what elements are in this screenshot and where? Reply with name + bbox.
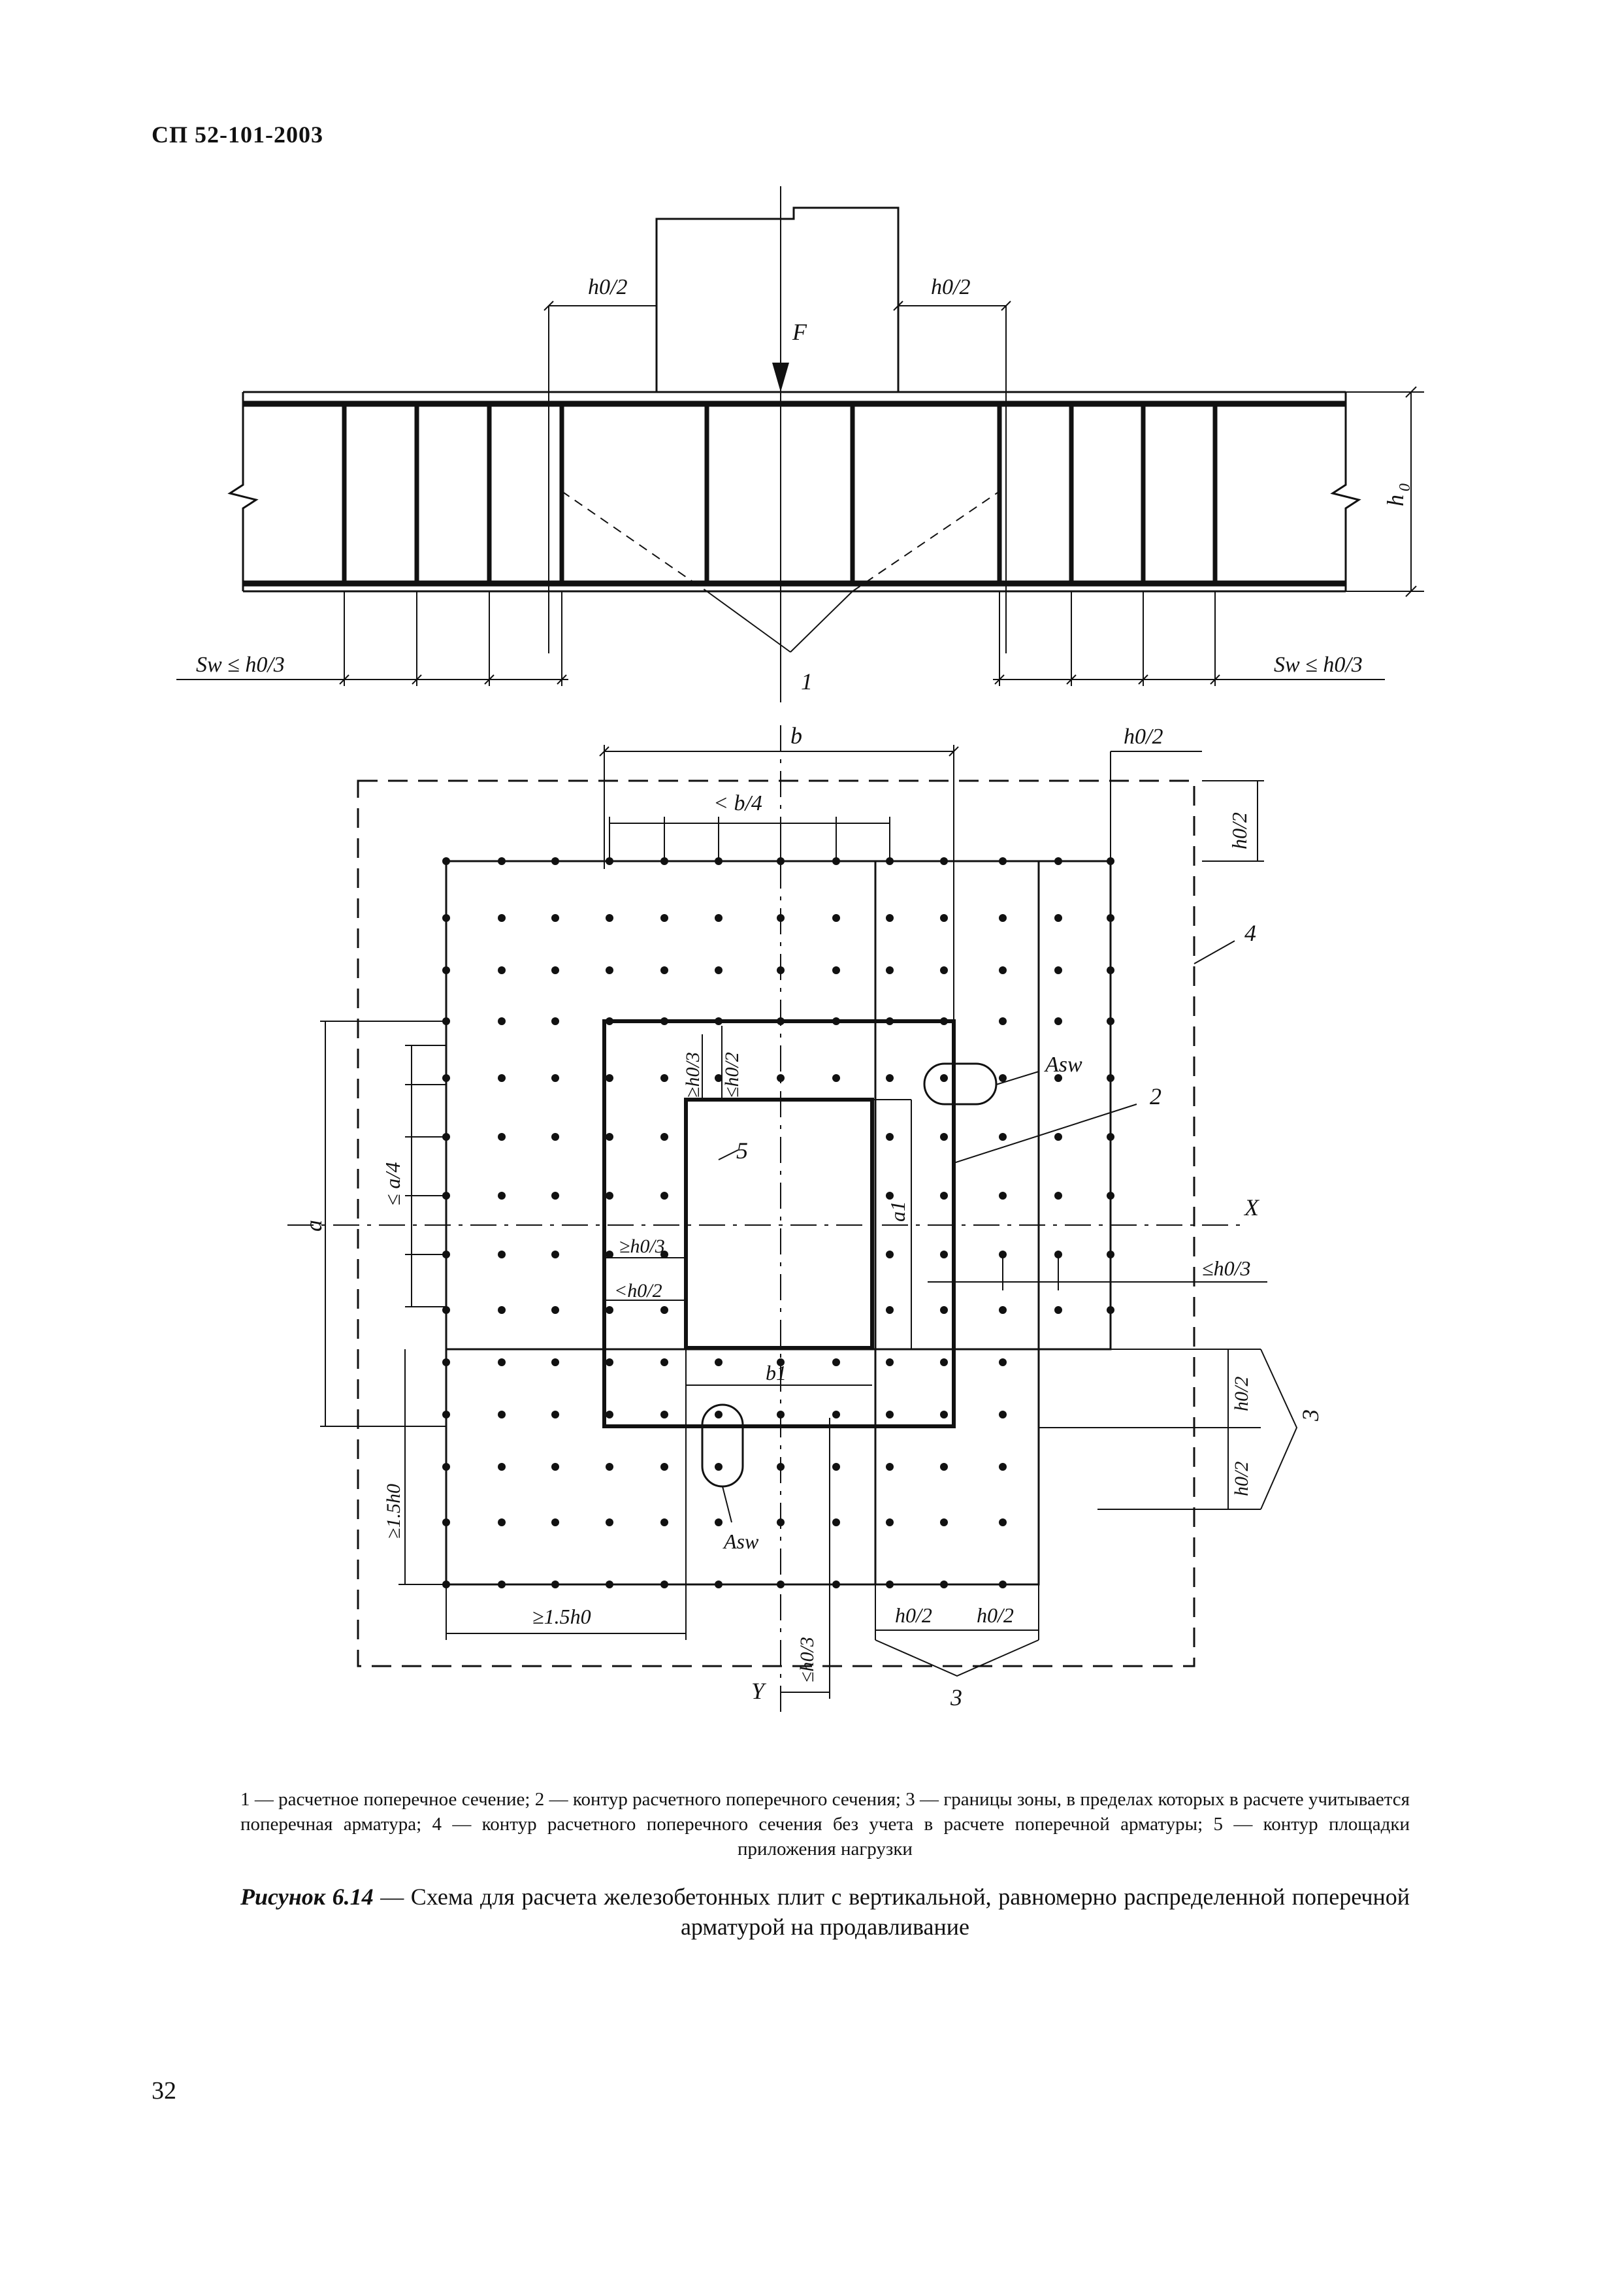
- reinforcement-point: [1054, 857, 1062, 865]
- marker-1-leader-left: [707, 591, 790, 652]
- b-label: b: [790, 723, 802, 749]
- figure-legend: 1 — расчетное поперечное сечение; 2 — контур расчетного поперечного сечения; 3 — границы зоны, в пределах которых в расчете учитывается поперечная арматура; 4 — контур расчетного поперечного сечения без учета в расчете поперечной арматуры; 5 — контур площадки приложения нагрузки: [240, 1789, 1410, 1860]
- reinforcement-point: [442, 1411, 450, 1418]
- reinforcement-point: [886, 1411, 894, 1418]
- marker-5-label: 5: [736, 1138, 748, 1164]
- reinforcement-point: [442, 1017, 450, 1025]
- reinforcement-point: [715, 1463, 723, 1471]
- axis-x-label: X: [1244, 1194, 1259, 1221]
- reinforcement-point: [940, 966, 948, 974]
- document-code-header: СП 52-101-2003: [152, 122, 323, 148]
- reinforcement-point: [832, 1074, 840, 1082]
- reinforcement-point: [777, 966, 785, 974]
- reinforcement-point: [442, 1358, 450, 1366]
- reinforcement-point: [498, 1581, 506, 1588]
- reinforcement-point: [551, 1133, 559, 1141]
- reinforcement-point: [606, 1251, 613, 1258]
- le-h0-2-top-label: ≤h0/2: [721, 1052, 743, 1098]
- reinforcement-point: [886, 1133, 894, 1141]
- reinforcement-point: [999, 966, 1007, 974]
- axis-y-label: Y: [751, 1678, 765, 1704]
- reinforcement-point: [832, 1463, 840, 1471]
- marker-3-right-label: 3: [1297, 1409, 1324, 1421]
- reinforcement-point: [498, 857, 506, 865]
- asw-lower-oval: [702, 1405, 743, 1486]
- reinforcement-point: [442, 1133, 450, 1141]
- reinforcement-point: [886, 1251, 894, 1258]
- reinforcement-point: [660, 966, 668, 974]
- reinforcement-point: [999, 1192, 1007, 1200]
- reinforcement-point: [1107, 966, 1114, 974]
- figure-caption-label: Рисунок 6.14: [240, 1884, 374, 1910]
- reinforcement-point: [832, 966, 840, 974]
- reinforcement-point: [551, 1463, 559, 1471]
- reinforcement-point: [999, 1017, 1007, 1025]
- reinforcement-point: [606, 1074, 613, 1082]
- reinforcement-point: [660, 1581, 668, 1588]
- reinforcement-point: [1107, 1192, 1114, 1200]
- reinforcement-point: [832, 914, 840, 922]
- reinforcement-point: [715, 857, 723, 865]
- force-label: F: [792, 319, 807, 345]
- reinforcement-point: [715, 1358, 723, 1366]
- slab-section-view: [176, 186, 1424, 702]
- ge-1-5h0-vertical-label: ≥1.5h0: [383, 1484, 404, 1539]
- reinforcement-point: [1054, 1192, 1062, 1200]
- reinforcement-point: [442, 966, 450, 974]
- asw-upper-label: Asw: [1045, 1053, 1082, 1077]
- asw-lower-label: Asw: [724, 1530, 759, 1553]
- reinforcement-point: [1107, 857, 1114, 865]
- reinforcement-point: [442, 1463, 450, 1471]
- reinforcement-point: [886, 1192, 894, 1200]
- reinforcement-point: [660, 1133, 668, 1141]
- force-arrow-head: [772, 363, 789, 392]
- reinforcement-point: [999, 1074, 1007, 1082]
- reinforcement-point: [886, 1358, 894, 1366]
- slab-plan-view: [287, 725, 1297, 1712]
- reinforcement-point: [886, 1463, 894, 1471]
- h0-vertical-label: h: [1382, 495, 1408, 506]
- reinforcement-point: [940, 1306, 948, 1314]
- reinforcement-point: [606, 1192, 613, 1200]
- reinforcement-point: [999, 1581, 1007, 1588]
- stirrups: [344, 404, 1215, 583]
- reinforcement-point: [660, 914, 668, 922]
- reinforcement-point: [999, 1358, 1007, 1366]
- reinforcement-point: [940, 1017, 948, 1025]
- reinforcement-point: [498, 1017, 506, 1025]
- reinforcement-point: [999, 1133, 1007, 1141]
- reinforcement-point: [498, 1306, 506, 1314]
- reinforcement-point: [1054, 1133, 1062, 1141]
- reinforcement-point: [777, 1463, 785, 1471]
- reinforcement-point: [606, 1306, 613, 1314]
- reinforcement-point: [886, 1074, 894, 1082]
- reinforcement-point: [999, 1518, 1007, 1526]
- reinforcement-point: [498, 966, 506, 974]
- page-number: 32: [152, 2077, 176, 2105]
- reinforcement-point: [832, 1017, 840, 1025]
- reinforcement-point: [940, 1192, 948, 1200]
- reinforcement-point: [498, 1133, 506, 1141]
- reinforcement-point: [1107, 1251, 1114, 1258]
- reinforcement-point: [442, 1074, 450, 1082]
- reinforcement-point: [832, 1581, 840, 1588]
- reinforcement-point: [940, 1463, 948, 1471]
- figure-caption: [240, 1882, 1410, 1942]
- marker-1-label: 1: [801, 668, 813, 695]
- b-quarter-label: < b/4: [713, 791, 762, 815]
- reinforcement-point: [660, 1017, 668, 1025]
- reinforcement-point: [498, 1518, 506, 1526]
- contour-5-load-area: [686, 1100, 872, 1348]
- le-h0-3-right-label: ≤h0/3: [1202, 1256, 1251, 1280]
- marker-3-bottom-label: 3: [950, 1684, 962, 1711]
- reinforcement-point: [886, 1306, 894, 1314]
- reinforcement-point: [715, 914, 723, 922]
- reinforcement-point: [886, 914, 894, 922]
- reinforcement-point: [660, 1463, 668, 1471]
- break-line-right: [1333, 392, 1359, 591]
- contour-4-without-shear-reinforcement: [358, 781, 1194, 1666]
- reinforcement-point: [660, 1306, 668, 1314]
- reinforcement-point: [551, 1306, 559, 1314]
- reinforcement-point: [606, 966, 613, 974]
- reinforcement-point: [1107, 1306, 1114, 1314]
- half-h0-right-1-label: h0/2: [1231, 1376, 1252, 1411]
- reinforcement-point: [832, 1358, 840, 1366]
- reinforcement-point: [715, 1581, 723, 1588]
- reinforcement-point: [999, 914, 1007, 922]
- ge-h0-3-left-label: ≥h0/3: [619, 1236, 665, 1257]
- reinforcement-point: [832, 1411, 840, 1418]
- reinforcement-point: [886, 857, 894, 865]
- reinforcement-point: [606, 1518, 613, 1526]
- reinforcement-point: [886, 1581, 894, 1588]
- reinforcement-point: [777, 914, 785, 922]
- ge-1-5h0-horizontal-label: ≥1.5h0: [532, 1605, 591, 1628]
- reinforcement-point: [442, 1581, 450, 1588]
- reinforcement-point: [1107, 914, 1114, 922]
- reinforcement-point: [1054, 914, 1062, 922]
- reinforcement-point: [715, 1411, 723, 1418]
- reinforcement-point: [660, 857, 668, 865]
- reinforcement-point: [940, 857, 948, 865]
- reinforcement-point: [551, 966, 559, 974]
- reinforcement-point: [551, 1017, 559, 1025]
- b1-label: b1: [766, 1361, 787, 1385]
- reinforcement-point: [660, 1074, 668, 1082]
- reinforcement-point: [777, 1518, 785, 1526]
- reinforcement-point: [940, 1251, 948, 1258]
- reinforcement-point: [442, 857, 450, 865]
- spacing-left-label: Sw ≤ h0/3: [196, 653, 285, 677]
- reinforcement-point: [777, 1581, 785, 1588]
- reinforcement-point: [498, 1463, 506, 1471]
- reinforcement-point: [1054, 1251, 1062, 1258]
- reinforcement-point: [660, 1518, 668, 1526]
- reinforcement-point: [442, 1306, 450, 1314]
- reinforcement-point: [1054, 966, 1062, 974]
- reinforcement-point: [999, 1463, 1007, 1471]
- reinforcement-point: [777, 1411, 785, 1418]
- reinforcement-point: [498, 1411, 506, 1418]
- reinforcement-point: [999, 1411, 1007, 1418]
- reinforcement-point: [498, 1074, 506, 1082]
- half-h0-bottom-left-label: h0/2: [895, 1603, 932, 1627]
- reinforcement-point: [940, 1411, 948, 1418]
- a-label: a: [300, 1220, 327, 1232]
- reinforcement-point: [1054, 1306, 1062, 1314]
- reinforcement-point: [498, 1192, 506, 1200]
- a1-label: a1: [886, 1201, 909, 1222]
- half-h0-side-label: h0/2: [1227, 812, 1251, 849]
- reinforcement-point: [498, 1251, 506, 1258]
- half-h0-left-label: h0/2: [588, 275, 628, 299]
- reinforcement-point: [1054, 1017, 1062, 1025]
- half-h0-right-2-label: h0/2: [1231, 1461, 1252, 1496]
- a-quarter-label: ≤ a/4: [381, 1162, 404, 1205]
- le-h0-2-left-label: <h0/2: [614, 1280, 662, 1302]
- reinforcement-point: [606, 857, 613, 865]
- reinforcement-point: [999, 1306, 1007, 1314]
- reinforcement-point: [660, 1411, 668, 1418]
- reinforcement-point: [1107, 1017, 1114, 1025]
- reinforcement-point: [551, 1518, 559, 1526]
- reinforcement-point: [886, 966, 894, 974]
- reinforcement-point: [606, 1133, 613, 1141]
- reinforcement-point: [886, 1518, 894, 1526]
- reinforcement-point: [940, 1074, 948, 1082]
- reinforcement-point: [940, 914, 948, 922]
- reinforcement-point: [606, 1411, 613, 1418]
- reinforcement-point: [551, 1074, 559, 1082]
- reinforcement-point: [886, 1017, 894, 1025]
- half-h0-bottom-right-label: h0/2: [977, 1603, 1014, 1627]
- reinforcement-point: [777, 1017, 785, 1025]
- reinforcement-point: [660, 1358, 668, 1366]
- marker-4-label: 4: [1244, 920, 1256, 946]
- reinforcement-point: [606, 1463, 613, 1471]
- reinforcement-point: [832, 1518, 840, 1526]
- reinforcement-point: [442, 1518, 450, 1526]
- reinforcement-point: [606, 1581, 613, 1588]
- reinforcement-point: [715, 1518, 723, 1526]
- reinforcement-point: [660, 1192, 668, 1200]
- h0-vertical-subscript: 0: [1397, 483, 1414, 491]
- spacing-right-label: Sw ≤ h0/3: [1274, 653, 1363, 677]
- reinforcement-point: [606, 914, 613, 922]
- reinforcement-point: [551, 1411, 559, 1418]
- reinforcement-point: [498, 914, 506, 922]
- reinforcement-point: [999, 1251, 1007, 1258]
- reinforcement-point: [940, 1133, 948, 1141]
- reinforcement-point: [551, 1192, 559, 1200]
- reinforcement-point: [551, 857, 559, 865]
- half-h0-right-label: h0/2: [931, 275, 971, 299]
- marker-2-label: 2: [1150, 1083, 1161, 1109]
- reinforcement-point: [442, 1192, 450, 1200]
- reinforcement-point: [498, 1358, 506, 1366]
- reinforcement-point: [606, 1017, 613, 1025]
- asw-upper-oval: [924, 1064, 996, 1104]
- reinforcement-point: [715, 1017, 723, 1025]
- shear-reinforcement-points: [442, 857, 1114, 1588]
- reinforcement-point: [1107, 1133, 1114, 1141]
- reinforcement-point: [551, 1358, 559, 1366]
- reinforcement-point: [940, 1358, 948, 1366]
- reinforcement-point: [551, 914, 559, 922]
- reinforcement-point: [940, 1518, 948, 1526]
- half-h0-top-label: h0/2: [1124, 725, 1163, 749]
- reinforcement-point: [606, 1358, 613, 1366]
- ge-h0-3-top-label: ≥h0/3: [682, 1052, 704, 1098]
- break-line-left: [230, 392, 256, 591]
- marker-1-leader-right: [790, 591, 853, 652]
- reinforcement-point: [777, 1074, 785, 1082]
- reinforcement-point: [1107, 1074, 1114, 1082]
- reinforcement-point: [832, 857, 840, 865]
- reinforcement-point: [777, 857, 785, 865]
- reinforcement-point: [442, 1251, 450, 1258]
- reinforcement-point: [551, 1581, 559, 1588]
- reinforcement-point: [551, 1251, 559, 1258]
- reinforcement-point: [715, 966, 723, 974]
- reinforcement-point: [940, 1581, 948, 1588]
- le-h0-3-bottom-label: ≤h0/3: [796, 1637, 818, 1682]
- reinforcement-point: [442, 914, 450, 922]
- reinforcement-point: [999, 857, 1007, 865]
- figure-caption-text: — Схема для расчета железобетонных плит с вертикальной, равномерно распределенной поперечной арматурой на продавливание: [373, 1884, 1410, 1940]
